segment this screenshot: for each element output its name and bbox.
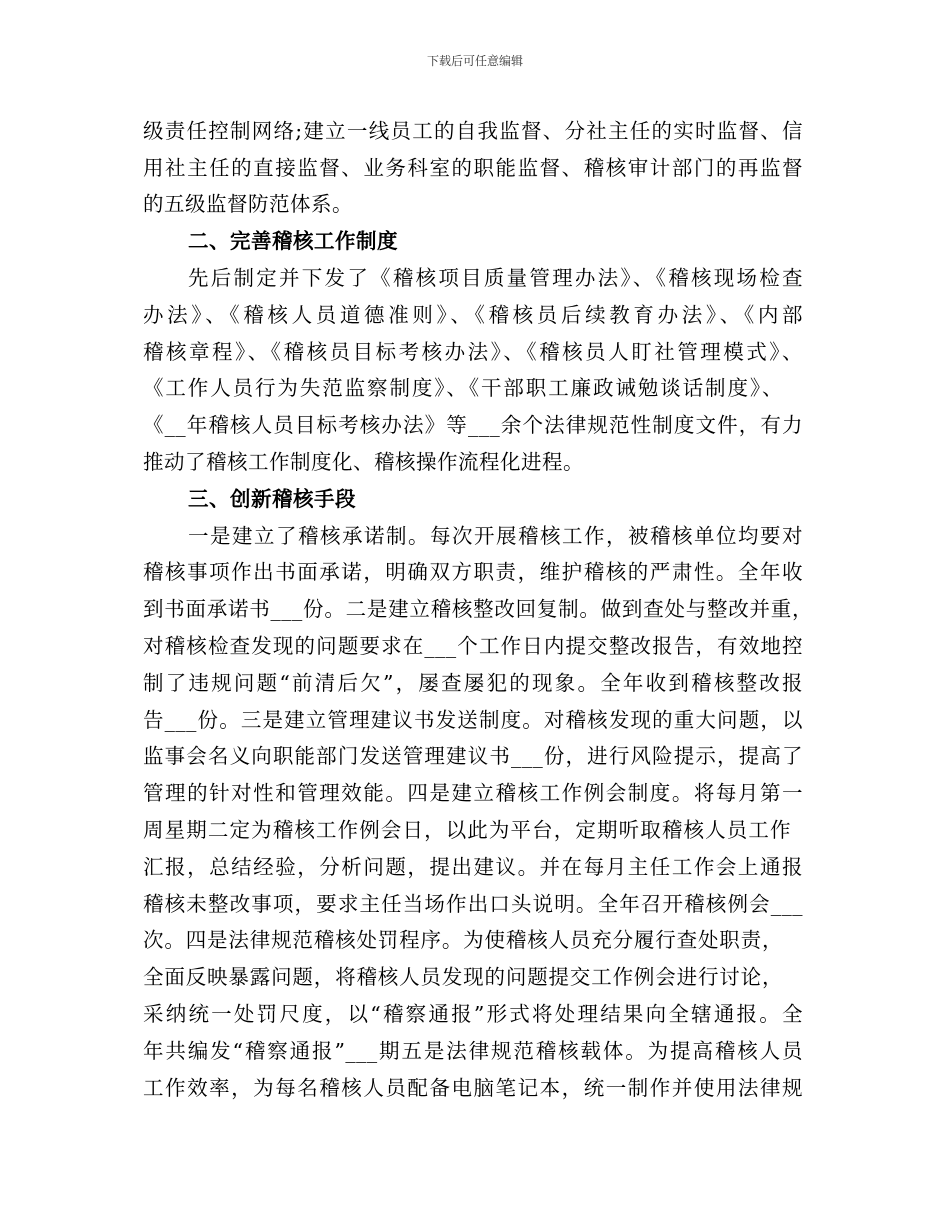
- text-line: 汇报，总结经验，分析问题，提出建议。并在每月主任工作会上通报: [143, 855, 803, 879]
- text-line: 全面反映暴露问题，将稽核人员发现的问题提交工作例会进行讨论，: [143, 965, 783, 989]
- text-line: 稽核未整改事项，要求主任当场作出口头说明。全年召开稽核例会___: [143, 892, 803, 916]
- section-heading: 三、创新稽核手段: [188, 487, 356, 511]
- text-line: 告___份。三是建立管理建议书发送制度。对稽核发现的重大问题，以: [143, 708, 803, 732]
- section-heading: 二、完善稽核工作制度: [188, 229, 398, 253]
- text-line: 监事会名义向职能部门发送管理建议书___份，进行风险提示，提高了: [143, 744, 803, 768]
- text-line: 稽核章程》、《稽核员目标考核办法》、《稽核员人盯社管理模式》、: [143, 340, 803, 364]
- text-line: 到书面承诺书___份。二是建立稽核整改回复制。做到查处与整改并重，: [143, 597, 813, 621]
- text-line: 办法》、《稽核人员道德准则》、《稽核员后续教育办法》、《内部: [143, 303, 803, 327]
- text-line: 《__年稽核人员目标考核办法》等___余个法律规范性制度文件，有力: [143, 413, 803, 437]
- text-line: 一是建立了稽核承诺制。每次开展稽核工作，被稽核单位均要对: [188, 524, 803, 548]
- text-line: 次。四是法律规范稽核处罚程序。为使稽核人员充分履行查处职责，: [143, 928, 783, 952]
- text-line: 推动了稽核工作制度化、稽核操作流程化进程。: [143, 450, 584, 474]
- page-header: 下载后可任意编辑: [426, 54, 523, 68]
- text-line: 稽核事项作出书面承诺，明确双方职责，维护稽核的严肃性。全年收: [143, 560, 803, 584]
- text-line: 用社主任的直接监督、业务科室的职能监督、稽核审计部门的再监督: [143, 156, 803, 180]
- text-line: 管理的针对性和管理效能。四是建立稽核工作例会制度。将每月第一: [143, 781, 803, 805]
- text-line: 对稽核检查发现的问题要求在___个工作日内提交整改报告，有效地控: [143, 634, 803, 658]
- text-line: 《工作人员行为失范监察制度》、《干部职工廉政诫勉谈话制度》、: [143, 376, 783, 400]
- text-line: 周星期二定为稽核工作例会日，以此为平台，定期听取稽核人员工作: [143, 818, 791, 842]
- text-line: 级责任控制网络;建立一线员工的自我监督、分社主任的实时监督、信: [143, 119, 803, 143]
- text-line: 工作效率，为每名稽核人员配备电脑笔记本，统一制作并使用法律规: [143, 1076, 803, 1100]
- text-line: 先后制定并下发了《稽核项目质量管理办法》、《稽核现场检查: [188, 266, 803, 290]
- text-line: 采纳统一处罚尺度，以“稽察通报”形式将处理结果向全辖通报。全: [143, 1002, 803, 1026]
- text-line: 制了违规问题“前清后欠”，屡查屡犯的现象。全年收到稽核整改报: [143, 671, 803, 695]
- text-line: 年共编发“稽察通报”___期五是法律规范稽核载体。为提高稽核人员: [143, 1039, 803, 1063]
- text-line: 的五级监督防范体系。: [143, 192, 353, 216]
